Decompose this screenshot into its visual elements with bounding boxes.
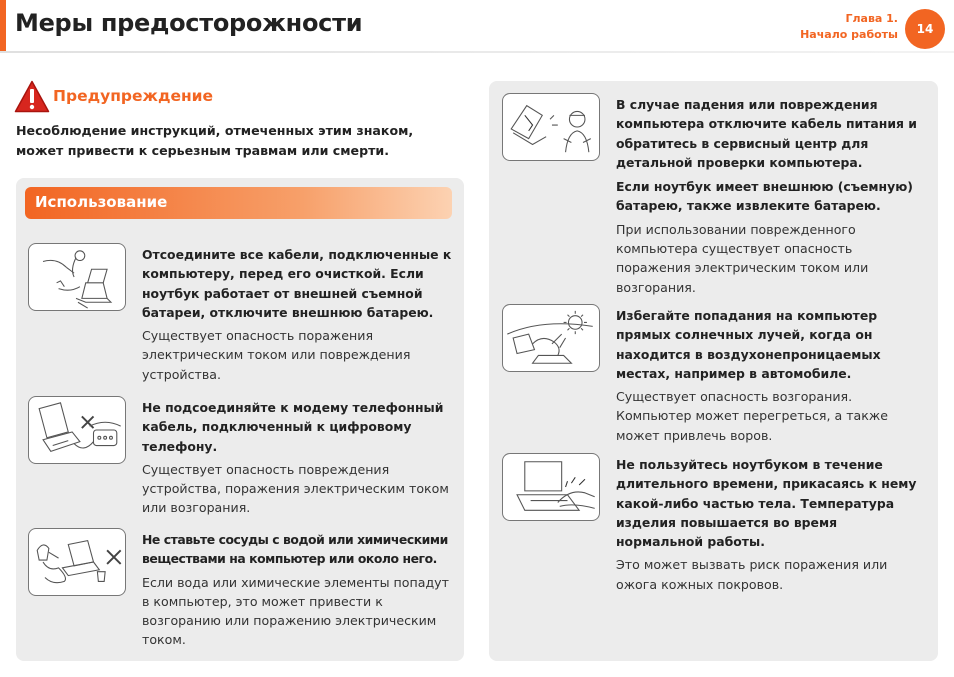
warning-item-text: Существует опасность повреждения устройства, поражения электрическим током или возгорания. <box>142 461 449 516</box>
section-header <box>25 187 452 219</box>
warning-triangle-icon <box>14 80 50 113</box>
warning-item-text: При использовании поврежденного компьютера существует опасность поражения электрическим током или возгорания. <box>616 221 869 295</box>
warning-item-text: Если вода или химические элементы попадут в компьютер, это может привести к возгоранию или поражению электрическим током. <box>142 574 449 648</box>
warning-item-bold: Избегайте попадания на компьютер прямых солнечных лучей, когда он находится в воздухонепроницаемых местах, например в автомобиле. <box>616 308 881 381</box>
warning-item-bold: Не подсоединяйте к модему телефонный кабель, подключенный к цифровому телефону. <box>142 400 444 454</box>
page-number-badge: 14 <box>905 9 945 49</box>
warning-item <box>142 398 452 518</box>
warning-item-bold-extra: Если ноутбук имеет внешнюю (съемную) батарею, также извлеките батарею. <box>616 179 913 214</box>
warning-item <box>616 95 928 297</box>
no-digital-phone-illustration <box>28 396 126 464</box>
warning-item-text: Существует опасность поражения электрическим током или повреждения устройства. <box>142 328 411 382</box>
dropped-laptop-service-illustration <box>502 93 600 161</box>
warning-item <box>616 306 928 445</box>
section-title: Использование <box>35 193 168 211</box>
warning-item <box>142 530 454 650</box>
chapter-label <box>800 11 898 43</box>
no-liquids-illustration <box>28 528 126 596</box>
header-divider <box>0 51 954 53</box>
chapter-title: Начало работы <box>800 28 898 41</box>
page-title: Меры предосторожности <box>15 9 363 37</box>
warning-item-bold: Отсоедините все кабели, подключенные к компьютеру, перед его очисткой. Если ноутбук работает от внешней съемной батареи, отключите внешнюю батарею. <box>142 247 452 320</box>
warning-item <box>616 455 928 594</box>
warning-item-bold: Не пользуйтесь ноутбуком в течение длительного времени, прикасаясь к нему какой-либо частью тела. Температура изделия повышается во время нормальной работы. <box>616 457 917 550</box>
hot-laptop-contact-illustration <box>502 453 600 521</box>
warning-item-text: Это может вызвать риск поражения или ожога кожных покровов. <box>616 557 888 592</box>
warning-text: Несоблюдение инструкций, отмеченных этим знаком, может привести к серьезным травмам или смерти. <box>16 123 414 158</box>
unplug-cables-illustration <box>28 243 126 311</box>
warning-item-text: Существует опасность возгорания. Компьютер может перегреться, а также может привлечь воров. <box>616 389 888 443</box>
warning-title: Предупреждение <box>53 87 214 105</box>
warning-item-bold: Не ставьте сосуды с водой или химическими веществами на компьютер или около него. <box>142 532 448 567</box>
header-accent-bar <box>0 0 6 52</box>
warning-item <box>142 245 452 384</box>
warning-item-bold: В случае падения или повреждения компьютера отключите кабель питания и обратитесь в сервисный центр для детальной проверки компьютера. <box>616 97 917 170</box>
sun-car-illustration <box>502 304 600 372</box>
chapter-number: Глава 1. <box>845 12 898 25</box>
